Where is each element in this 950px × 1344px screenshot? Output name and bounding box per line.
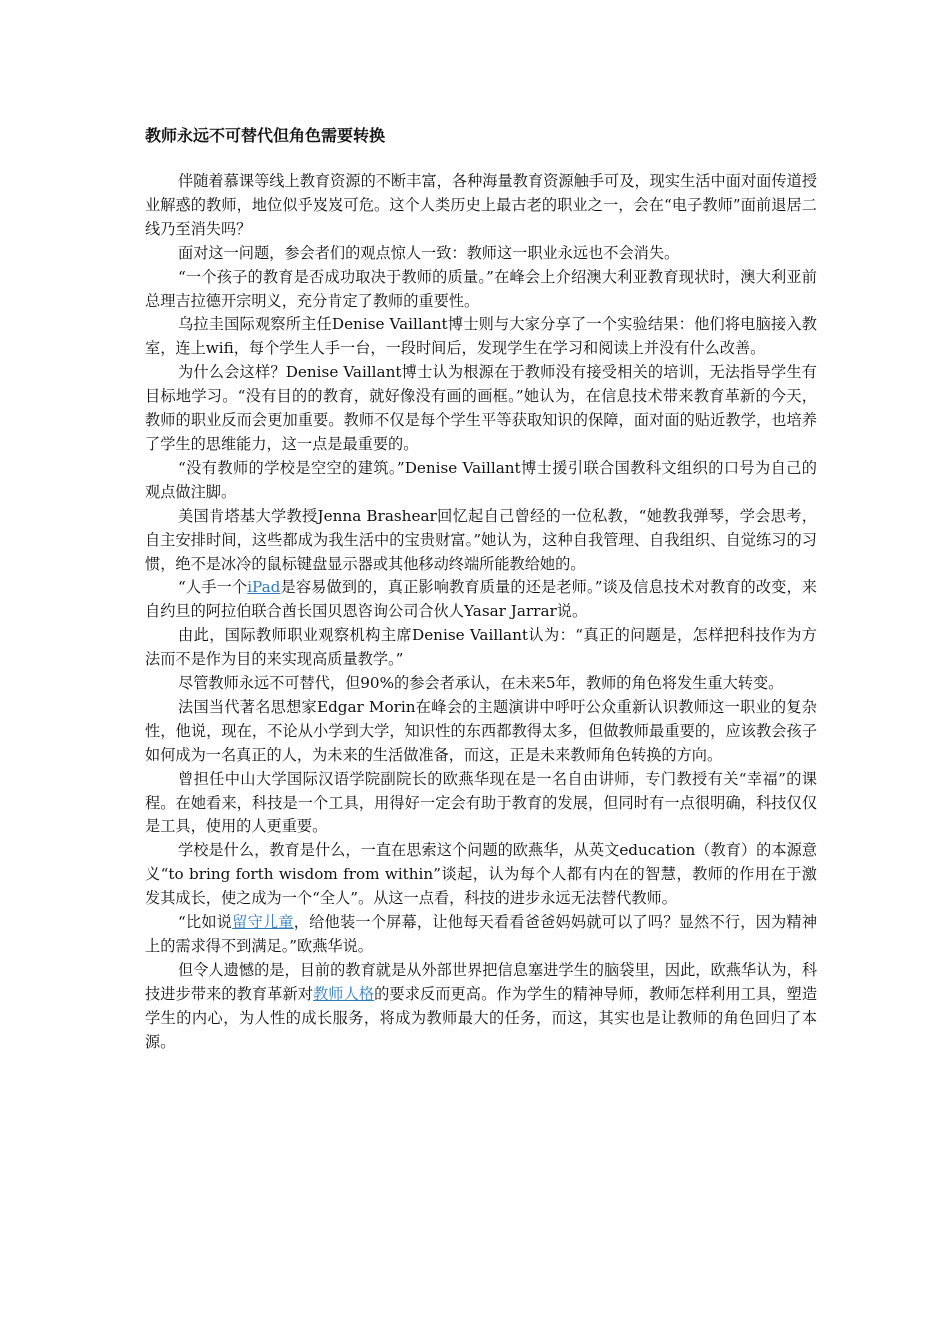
paragraph-text: 由此，国际教师职业观察机构主席Denise Vaillant认为：“真正的问题是，怎样把科技作为方法而不是作为目的来实现高质量教学。” [145, 626, 817, 669]
paragraph-text: “一个孩子的教育是否成功取决于教师的质量。”在峰会上介绍澳大利亚教育现状时，澳大利亚前总理吉拉德开宗明义，充分肯定了教师的重要性。 [145, 267, 817, 310]
paragraph-text: 为什么会这样？Denise Vaillant博士认为根源在于教师没有接受相关的培训，无法指导学生有目标地学习。“没有目的的教育，就好像没有画的画框。”她认为，在信息技术带来教育革新的今天，教师的职业反而会更加重要。教师不仅是每个学生平等获取知识的保障，面对面的贴近教学，也培养了学生的思维能力，这一点是最重要的。 [145, 363, 817, 453]
paragraph [145, 505, 817, 577]
paragraph [145, 768, 817, 840]
paragraph-text: ，给他装一个屏幕，让他每天看看爸爸妈妈就可以了吗？显然不行，因为精神上的需求得不到满足。”欧燕华说。 [145, 913, 818, 955]
paragraph [145, 457, 817, 505]
paragraph-text: 但令人遗憾的是，目前的教育就是从外部世界把信息塞进学生的脑袋里，因此，欧燕华认为，科技进步带来的教育革新对 [145, 960, 817, 1003]
paragraph-text: “没有教师的学校是空空的建筑。”Denise Vaillant博士援引联合国教科文组织的口号为自己的观点做注脚。 [145, 458, 817, 501]
document-page [145, 122, 817, 1055]
paragraph-text: 法国当代著名思想家Edgar Morin在峰会的主题演讲中呼吁公众重新认识教师这一职业的复杂性，他说，现在，不论从小学到大学，知识性的东西都教得太多，但做教师最重要的，应该教会孩子如何成为一名真正的人，为未来的生活做准备，而这，正是未来教师角色转换的方向。 [145, 697, 817, 764]
paragraph [145, 361, 817, 457]
paragraph-text: 美国肯塔基大学教授Jenna Brashear回忆起自己曾经的一位私教，“她教我弹琴，学会思考，自主安排时间，这些都成为我生活中的宝贵财富。”她认为，这种自我管理、自我组织、自觉练习的习惯，绝不是冰冷的鼠标键盘显示器或其他移动终端所能教给她的。 [145, 506, 817, 573]
paragraph-text: 曾担任中山大学国际汉语学院副院长的欧燕华现在是一名自由讲师，专门教授有关“幸福”的课程。在她看来，科技是一个工具，用得好一定会有助于教育的发展，但同时有一点很明确，科技仅仅是工具，使用的人更重要。 [145, 769, 817, 836]
inline-link[interactable]: iPad [247, 578, 281, 597]
paragraph [145, 170, 817, 242]
paragraph-text: “比如说 [178, 913, 233, 932]
paragraph-text: 伴随着慕课等线上教育资源的不断丰富，各种海量教育资源触手可及，现实生活中面对面传道授业解惑的教师，地位似乎岌岌可危。这个人类历史上最古老的职业之一，会在“电子教师”面前退居二线乃至消失吗？ [145, 172, 817, 238]
paragraph [145, 313, 817, 361]
inline-link[interactable]: 留守儿童 [232, 913, 294, 932]
paragraph-text: 乌拉圭国际观察所主任Denise Vaillant博士则与大家分享了一个实验结果：他们将电脑接入教室，连上wifi，每个学生人手一台，一段时间后，发现学生在学习和阅读上并没有什么改善。 [145, 315, 817, 358]
paragraph [145, 624, 817, 672]
paragraph [145, 911, 817, 959]
paragraph [145, 242, 817, 266]
paragraph [145, 839, 817, 911]
paragraph-text: 学校是什么，教育是什么，一直在思索这个问题的欧燕华，从英文education（教育）的本源意义“to bring forth wisdom from within”谈起，认为每个人都有内在的智慧，教师的作用在于激发其成长，使之成为一个“全人”。从这一点看，科技的进步永远无法替代教师。 [145, 841, 817, 908]
article-body [145, 170, 817, 1055]
paragraph [145, 266, 817, 314]
paragraph [145, 959, 817, 1055]
paragraph [145, 696, 817, 768]
inline-link[interactable]: 教师人格 [313, 984, 375, 1003]
paragraph-text: 是容易做到的，真正影响教育质量的还是老师。”谈及信息技术对教育的改变，来自约旦的阿拉伯联合酋长国贝恩咨询公司合伙人Yasar Jarrar说。 [145, 578, 817, 621]
paragraph-text: 尽管教师永远不可替代，但90%的参会者承认，在未来5年，教师的角色将发生重大转变。 [178, 674, 784, 693]
paragraph-text: “人手一个 [178, 578, 248, 597]
paragraph [145, 672, 817, 696]
article-title: 教师永远不可替代但角色需要转换 [145, 126, 386, 145]
paragraph-text: 面对这一问题，参会者们的观点惊人一致：教师这一职业永远也不会消失。 [178, 243, 680, 262]
paragraph [145, 576, 817, 624]
paragraph-text: 的要求反而更高。作为学生的精神导师，教师怎样利用工具，塑造学生的内心，为人性的成长服务，将成为教师最大的任务，而这，其实也是让教师的角色回归了本源。 [145, 984, 818, 1051]
